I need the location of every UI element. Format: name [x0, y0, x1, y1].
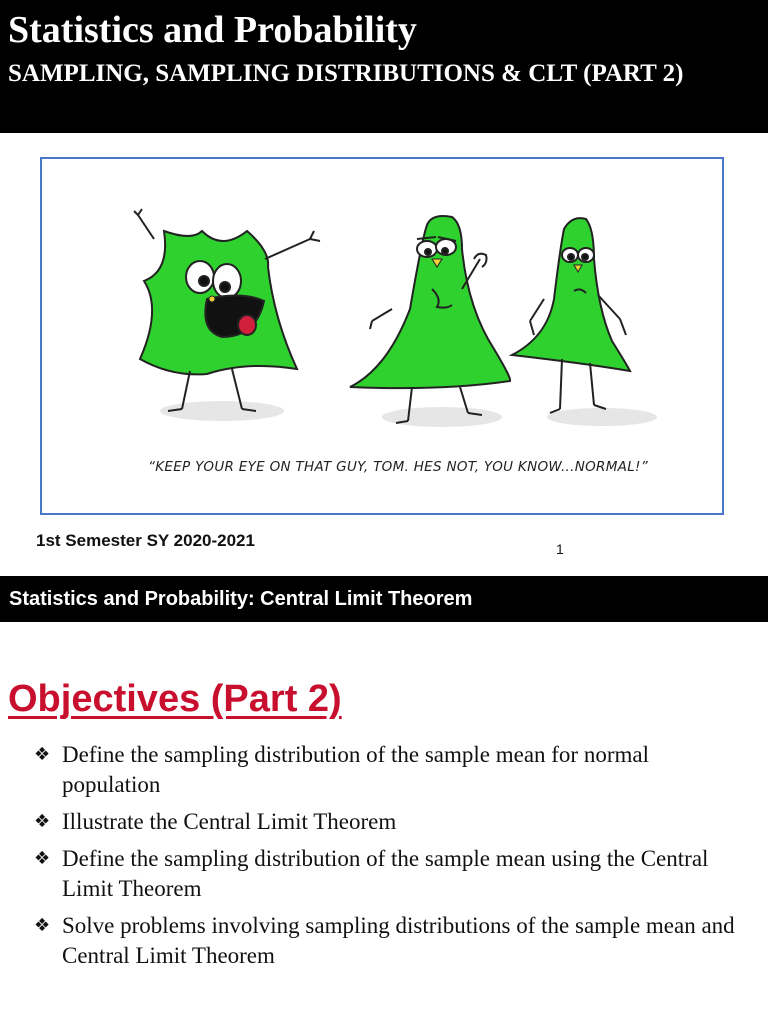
objectives-heading: Objectives (Part 2)	[8, 678, 342, 720]
abnormal-character	[134, 209, 320, 411]
title-bar	[0, 0, 768, 133]
normal-character-left	[350, 216, 510, 423]
objective-text: Illustrate the Central Limit Theorem	[62, 809, 397, 834]
slide-2	[0, 572, 768, 1024]
diamond-bullet-icon: ❖	[34, 811, 51, 832]
slide-subtitle: SAMPLING, SAMPLING DISTRIBUTIONS & CLT (PART 2)	[8, 60, 684, 87]
diamond-bullet-icon: ❖	[34, 848, 51, 869]
objective-text: Solve problems involving sampling distributions of the sample mean and Central Limit Theorem	[62, 913, 735, 968]
header-bar	[0, 576, 768, 622]
objective-text: Define the sampling distribution of the sample mean for normal population	[62, 742, 649, 797]
diamond-bullet-icon: ❖	[34, 915, 51, 936]
normal-character-right	[512, 218, 630, 413]
objectives-list	[34, 740, 744, 978]
slide-header: Statistics and Probability: Central Limit Theorem	[9, 588, 473, 610]
diamond-bullet-icon: ❖	[34, 744, 51, 765]
cartoon-caption: “KEEP YOUR EYE ON THAT GUY, TOM. HES NOT, YOU KNOW...NORMAL!”	[147, 459, 649, 475]
list-item	[34, 740, 744, 800]
page-number: 1	[556, 541, 564, 557]
list-item	[34, 911, 744, 971]
slide-title: Statistics and Probability	[8, 9, 417, 51]
semester-label: 1st Semester SY 2020-2021	[36, 531, 255, 550]
list-item	[34, 844, 744, 904]
objective-text: Define the sampling distribution of the sample mean using the Central Limit Theorem	[62, 846, 709, 901]
list-item	[34, 807, 744, 837]
cartoon-image	[40, 157, 724, 515]
